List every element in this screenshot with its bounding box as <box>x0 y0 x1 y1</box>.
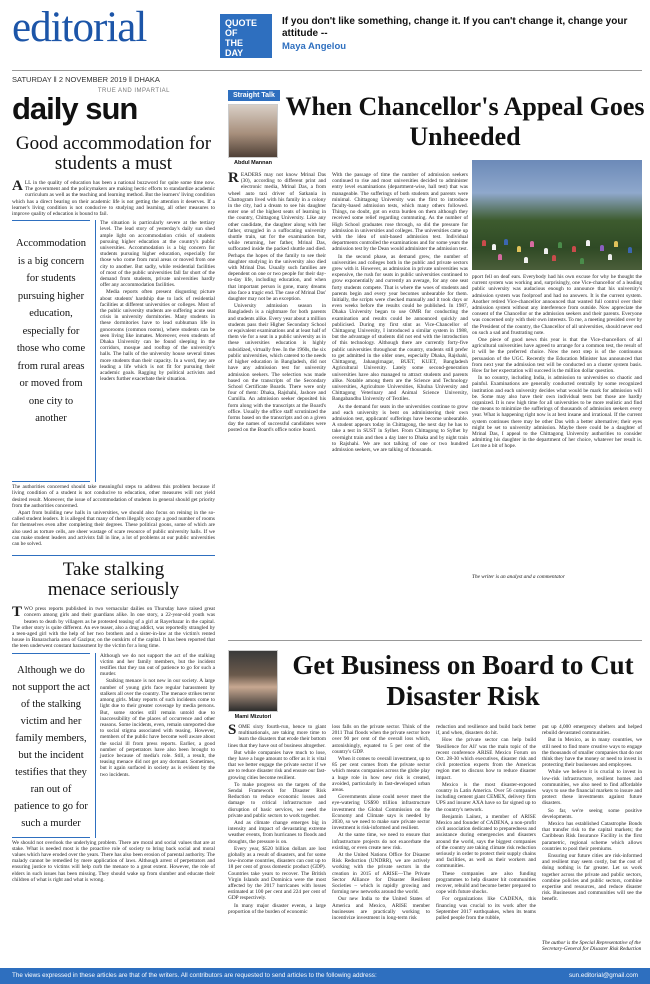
article2-col2c: Governments alone could never meet the eye-watering US$90 trillion infrastructure investment the Global Commission on the Economy and Climate says is needed by 2030, so we need to make sure private sector investment is risk-informed and resilient. <box>332 794 430 832</box>
editorial2-split <box>12 653 215 838</box>
article1-col2 <box>332 172 468 632</box>
footer-note: The views expressed in these articles are that of the writers. All contributors are requested to send articles to the following address: <box>12 972 377 979</box>
editorial2-body <box>12 606 215 649</box>
editorial2-body-bottom <box>12 840 215 912</box>
straight-talk-label: Straight Talk <box>228 90 280 101</box>
article2-col4f: Ensuring our future cities are risk-informed and resilient may seem costly, but the cost of doing nothing is far greater. Let us work together across the private and public sectors, combine policies and public sectors, combine expertise and resources, and reduce disaster risk. Businesses and communities will see the benefit. <box>542 853 642 903</box>
editorial1-pullquote: Accommodation is a big concern for students pursuing higher education, especially for those who come from rural areas or moved from one city to another <box>12 220 90 482</box>
article1-col1-text: EADERS may not know Mrinal Das (30), according to different print and electronic media, Mrinal Das, a from wheel auto taxi driver of Satkania in Chattogram lived with his family in a colony in the city, had a dream to see his daughter enter one of the highest seats of learning in the country, Chittagong University. Like any other candidate, the daughter along with her father, struggled in a suffocating university shuttle train, sat for the examination but, while returning, her father, Mrinal Das, suffocated inside the packed shuttle and died. Perhaps the hopes of the family to see their daughter studying in the university also died with Mrinal Das. Usually such families are dependent on one or two people for their day-to-day life, including education, and when that important person is gone, many dreams also face a tragic end. The case of Mrinal Das' daughter may not be an exception. <box>228 172 326 303</box>
editorial2-lead: WO press reports published in two vernacular dailies on Thursday have raised great concern among girls and their guardians alike. In one story, a 22-year-old youth was beaten to death by villagers as he protested teasing of a girl at Rayerbazar in the capital. The other story is quite different. An eve teaser, also a drug addict, was reportedly strangled by a teen-aged girl with the help of her two brothers and a sister-in-law at the victim's rented house in Banaracharia area of Gazipur, on the outskirts of the capital. It has been reported that the teen underwent constant harassment by the victim for a long time. <box>12 606 215 650</box>
article2-col1b: But while companies have much to lose, they have a huge amount to offer as it is vital that we better engage the private sector if we are to reduce disaster risk and ensure our fast-growing cities become resilient. <box>228 749 326 781</box>
article2-col3b: How the private sector can help build 'Resilience for All' was the main topic of the recent conference ARISE Mexico Forum on Oct. 28-30 which executives, disaster risk and civil protection experts from the Americas region met to discuss how to reduce disaster impact. <box>436 737 536 781</box>
tagline: TRUE AND IMPARTIAL <box>97 88 170 94</box>
article2-dropcap: S <box>228 724 237 738</box>
logo-block <box>12 88 212 130</box>
article2-col3c: Mexico is the most disaster-exposed country in Latin America. Over 56 companies including cement giant CEMEX, delivery firm UPS and insurer AXA have so far signed up to the country's network. <box>436 781 536 813</box>
article2-col4 <box>542 724 642 938</box>
article2-col4e: Mexico has established Catastrophe Bonds that transfer risk to the capital markets; the Caribbean Risk Insurance Facility is the first parametric, regional scheme which allows countries to pool their premiums. <box>542 821 642 852</box>
editorial1-lead: LL in the quality of education has been a national buzzword for quite some time now. The government and the policymakers are making hectic efforts to standardize academic curriculum as well as the teaching and learning method. But the learners' living condition which has a direct bearing on their academic life is not getting the attention it deserves. If a learner's living condition is not conducive to studying and learning, all other measures to improve quality of education is bound to fail. <box>12 180 215 218</box>
dateline: SATURDAY ‖ 2 NOVEMBER 2019 ‖ DHAKA <box>12 75 160 84</box>
quote-of-the-day-label <box>220 14 272 58</box>
article2-col4d: So far, we're seeing some positive developments. <box>542 807 642 820</box>
article2-col1d: And as climate change emerges big in intensity and impact of devastating extreme weather events, from hurricanes to floods and droughts, the pressure is on. <box>228 820 326 845</box>
article2-col2f: Our new India to the United States of America and Mexico, ARISE member businesses are practically working to incentivize investment in long-term risk <box>332 896 430 922</box>
author2-photo <box>228 650 278 712</box>
article1-col1b: University admission season in Bangladesh is a nightmare for both parents and students alike. Every year about a million students pass their Higher Secondary School or equivalent examinations and at least half of them vie for a seat in a public university as in these universities education is highly subsidized, virtually free. In the 1960s, the six public universities, which catered to the needs of higher education in Bangladesh, did not have any admission test for university admission seekers. The selection was made based on the transcripts of the Secondary School Certificate Boards. There were only four of them: Dhaka, Rajshahi, Jashore and Cumilla. An admission seeker deposited his form along with the transcripts at the Board's office. Usually the office staff scrutinized the forms based on the transcripts and on a given day the names of successful candidates were posted on the Board's office notice board. <box>228 303 326 434</box>
editorial2-p4: We should not overlook the underlying problem. There are moral and social values that are at stake. What is needed most is the proactive role of society to bring back social and moral values which have eroded over the years. There has also been erosion of parental authority. The malady cannot be remedied by mere application of laws. Although arrest of perpetrators and ensuring justice to victims will help curb the menace to a great extent. However, the role of elders in such issues has been missing. They should wake up from slumber and educate their children of what is right and what is wrong. <box>12 839 215 883</box>
article2-col1e: Every year, $520 billion dollars are lost globally as a result of disasters, and for some low-income countries, disasters can cost up to 18 per cent of gross domestic product (GDP). Countries take years to recover. The British Virgin Islands and Dominica were the most affected by the 2017 hurricanes with losses estimated at 100 per cent and 224 per cent of GDP respectively. <box>228 845 326 902</box>
footer-email-link[interactable]: sun.editorial@gmail.com <box>568 972 638 979</box>
editorial-column <box>12 130 215 912</box>
editorial2-headline: Take stalking menace seriously <box>47 559 180 601</box>
article2-col1 <box>228 724 326 960</box>
masthead <box>12 4 227 66</box>
author-name: Abdul Mannan <box>234 160 272 166</box>
quote-label-line1: QUOTE OF <box>225 18 258 38</box>
article1-col1 <box>228 172 326 632</box>
article-divider <box>228 640 642 641</box>
quote-label-line3: DAY <box>225 48 244 58</box>
article2-col4-text: put up 4,000 emergency shelters and helped rebuild devastated communities. <box>542 724 642 737</box>
article2-footnote: The author is the Special Representative of the Secretary-General for Disaster Risk Reduction <box>542 940 642 953</box>
article2-col2b: When it comes to overall investment, up to 85 per cent comes from the private sector which means companies across the globe play a huge role in how new risk is created, avoided, particularly in fast-developed urban areas. <box>332 756 430 794</box>
editorial-divider <box>12 555 215 556</box>
article1-col2c: As the demand for seats in the universities continue to grow and each university is bent on administering their own admission test, applicants' sufferings have become unbearable. A student appears today in Chittagong, the next day he has to take a test in SUST in Sylhet. From Chittagong to Sylhet by overnight train and then a day later to Dhaka and by night train to Rajshahi. We are not talking of one or two hundred admission seekers, we are talking of thousands. <box>332 403 468 453</box>
article2-headline: Get Business on Board to Cut Disaster Risk <box>292 650 634 711</box>
article2-col3d: Benjamín Laínez, a member of ARISE Mexico and founder of CADENA, a non-profit civil association dedicated to preparedness and assistance during emergencies and disasters around the world, says the biggest companies of the country are taking climate risk reduction seriously in order to protect their supply chains and facilities, as well as their workers and communities. <box>436 813 536 870</box>
editorial2-p3: Stalking menace is not new in our society. A large number of young girls face regular harassment by stalkers all over the country. The menace strikes terror among girls. Many reports of such incidents come to light due to their greater coverage by media persons. But, some stories still remain untold due to inaccessibility of the places of occurrence and other reasons. Some incidents, even, remain unreported due to social stigma associated with teasing. However, members of the public have become well aware about the social ill from press reports. Earlier, a good number of perpetrators have also been brought to justice because of media's role. Still, a result, the teasing menace did not get any dormant. Sometimes, but it again surfaced in society as is evident by the two incidents. <box>100 678 215 778</box>
article1-headline: When Chancellor's Appeal Goes Unheeded <box>285 92 645 151</box>
section-title: editorial <box>12 4 147 51</box>
article2-col4b: But in Mexico, as in many countries, we still need to find more creative ways to engage the thousands of smaller companies that do not think they have the money or need to invest in protecting their businesses and employees. <box>542 737 642 769</box>
article2-col2e: At the United Nations Office for Disaster Risk Reduction (UNDRR), we are actively working with the private sectors in the creation in 2015 of ARISE—The Private Sector Alliance for Disaster Resilient Societies – which is rapidly growing and forming new networks around the world. <box>332 852 430 896</box>
article2-col1f: In many major disaster events, a large proportion of the burden of economic <box>228 902 326 915</box>
article1-col4c: In no country, including India, is admission to universities so chaotic and painful. Examinations are generally conducted centrally by some recognized institution and each university decides what would be mark for admission will be. Some may also have their own individual tests but those are hardly organized. It is now high time for all universities to be more realistic and find the means to minimize the sufferings of thousands of admission seekers every year. What is happening right now is at best insane and irrational. If the current system continues there may be other Das with a better alternative; their eyes might be set to university admission. Maybe there could be a daughter of Mrinal Das, I appeal to the Chittagong University authorities to consider admitting his daughter in the department of her choice, whatever her result is. Let me a bit of hope. <box>472 375 642 450</box>
editorial2-body-right <box>95 653 215 838</box>
editorial1-p2: The situation is particularly severe at the tertiary level. The lead story of yesterday's daily sun shed ample light on accommodation crisis of students pursuing higher education at the country's public universities. Accommodation is a big concern for students pursuing higher education, especially for those who come from rural areas or moved from one city to another. But sadly, while residential facilities of most of the public universities fall far short of the demand from students, private universities hardly offer any accommodation facilities. <box>100 220 215 289</box>
editorial1-body <box>12 180 215 217</box>
editorial1-p4: The authorities concerned should take meaningful steps to address this problem because if living condition of a student is not conducive to education, other measures will not yield desired result. Moreover, the issue of accommodation of students in general should get priority from the authorities concerned. <box>12 484 215 509</box>
editorial1-split <box>12 220 215 482</box>
article1-col4-text: pport fell on deaf ears. Everybody had his own excuse for why he thought the current system was working and, surprisingly, one Vice-chancellor of a leading public university was audacious enough to announce that his university's admission system was foolproof and had no answers. It is the current system. Another retired Vice-chancellor announced that wanted full control over their admission system without any interference from outside. Now appreciate the consent of the Chancellor or the admission seekers and their parents. Everyone was concerned only with their own interests. To me, a meeting presided over by the President of the country, the Chancellor of all universities, should never end on such a sad and frustrating note. <box>472 274 642 336</box>
article2-col1c: To make progress on the targets of the Sendai Framework for Disaster Risk Reduction to reduce economic losses and damage to critical infrastructure and disruption of basic services, we need the private and public sectors to work together. <box>228 781 326 819</box>
article2-col2-text: loss falls on the private sector. Think of the 2011 Thai floods when the private sector bore over 90 per cent of the overall loss which, astonishingly, equated to 5 per cent of the country's GDP. <box>332 724 430 755</box>
editorial2-pullquote: Although we do not support the act of the stalking victim and her family members, but the incident testifies that they ran out of patience to go for such a murder <box>12 653 90 838</box>
article1-dropcap: R <box>228 172 239 186</box>
article1-photo <box>472 160 642 270</box>
article1-col4 <box>472 274 642 570</box>
editorial1-headline: Good accommodation for students a must <box>15 133 212 174</box>
editorial1-p5: Apart from building new halls in universities, we should also focus on reining in the so-called student leaders. It is alleged that many of them illegally occupy a good number of rooms for themselves even after completing their degrees. These political goons, some of which are also used as torture cells, are sheer wastage of scare resource of public university halls. If we can make student leaders and activists fall in line, a lot of problems at our public universities can be solved. <box>12 510 215 548</box>
editorial1-dropcap: A <box>12 178 23 194</box>
quote-author: Maya Angelou <box>282 41 347 52</box>
article2-col2 <box>332 724 430 960</box>
article2-col3e: These companies are also funding programmes to help disaster hit communities recover, rebuild and become better prepared to cope with future shocks. <box>436 870 536 896</box>
article1-col2b: In the second phase, as demand grew, the number of universities and colleges both in the public and private sectors grew with it. However, as admission in private universities was expensive, the rush for seats in public universities continued to grow exponentially and currently an average, for any one seat forty students compete. That is where the woes of students and parents begin and every year becomes unbearable for them. Initially, the scripts were checked manually and it took days or even weeks before the results could be published. In 1987, Dhaka University began to use OMR for conducting the examination and results could be announced quickly and publicised. During my first stint as Vice-Chancellor of Chittagong University, I introduced a similar system in 1988, but the advantage of students did not end with the introduction of this technology. Although there are currently forty-five public universities throughout the country, students still prefer to get admitted in the older ones, especially Dhaka, Rajshahi, Chittagong, Jahangirnagar, BUET, KUET, Bangladesh Agricultural University. Lately some second-generation universities have also managed to attract students and parents alike. Notable among them are the Science and Technology universities, Agriculture Universities, Khulna University and Chittagong Veterinary and Animal Science University, Bangabandhu University of Textiles. <box>332 253 468 403</box>
article2-col4c: While we believe it is crucial to invest in low-risk infrastructure, resilient homes and communities, we also need to find affordable ways to use the financial markets to insure and protect these investments against future disasters. <box>542 769 642 807</box>
footer-bar <box>0 968 650 984</box>
article1-footnote: The writer is an analyst and a commentator <box>472 574 565 580</box>
author2-name: Mami Mizutori <box>234 714 272 720</box>
editorial1-body-right <box>95 220 215 482</box>
article2-col3f: For organizations like CADENA, this financing was crucial to its work after the September 2017 earthquakes, when its teams pulled people from the rubble, <box>436 896 536 922</box>
article2-col3-text: reduction and resilience and build back better if, and when, disasters do hit. <box>436 724 536 737</box>
editorial2-dropcap: T <box>12 604 23 621</box>
article2-col1-text: OME sixty fourth-run, hence to giant multinationals, are taking more time to learn the disasters that erode their bottom lines that they have out of business altogether. <box>228 724 326 749</box>
quote-text: If you don't like something, change it. If you can't change it, change your attitude -- <box>282 16 628 39</box>
editorial2-p2: Although we do not support the act of the stalking victim and her family members, but the incident testifies that they ran out of patience to go for such a murder. <box>100 652 215 678</box>
article2-col2d: At the same time, we need to ensure that infrastructure projects do not exacerbate the existing, or even create new risk. <box>332 832 430 851</box>
editorial1-body-bottom <box>12 484 215 547</box>
quote-label-line2: THE <box>225 38 243 48</box>
logo: daily sun <box>12 91 138 126</box>
article1-col2-text: With the passage of time the number of admission seekers continued to rise and most universities decided to administer entry level examinations (department-wise, hall test) that was manageable. The sufferings of both students and parents were minimal. Chittagong University was the first to introduce faculty-based admission tests, which many others followed. Things, no doubt, got on extra burden on them although they received some relief regarding commuting. As the number of High School graduates rose through, so did the pressure for admission in universities and colleges. The universities came up with the idea of unit-based admission test. Individual departments controlled the examinations and for some years the admission test by the Dean would administer the admission test. <box>332 172 468 253</box>
article1-col4b: One piece of good news this year is that the Vice-chancellors of all agricultural universities have agreed to arrange for a common test, the result of it will be the preferred choice. Now the next step is of the continuous persuasion of the UGC. Recently the Education Minister has announced that from next year the admission test will be conducted on a cluster system basis. How far her expectation will succeed is the million dollar question. <box>472 337 642 375</box>
article2-col3 <box>436 724 536 960</box>
author-photo <box>228 104 278 158</box>
editorial1-p3: Media reports often present disgusting picture about students' hardship due to lack of residential facilities at different universities or colleges. Most of the public university students are suffering acute seat crisis in university dormitories. Many students in these dormitories have to lead subhuman life in gonorooms (common rooms), where students can be seen living like inmates. Moreover, even students of Dhaka University can be found sleeping in the corridors, mosque and rooftop of the university's halls. The halls of the university house several times more students than their capacity. In a word, they are leading a life which is not fit for pursuing their academic goals. Ragging by political activists and leaders further exacerbate their situation. <box>100 289 215 383</box>
header-divider <box>12 70 642 71</box>
